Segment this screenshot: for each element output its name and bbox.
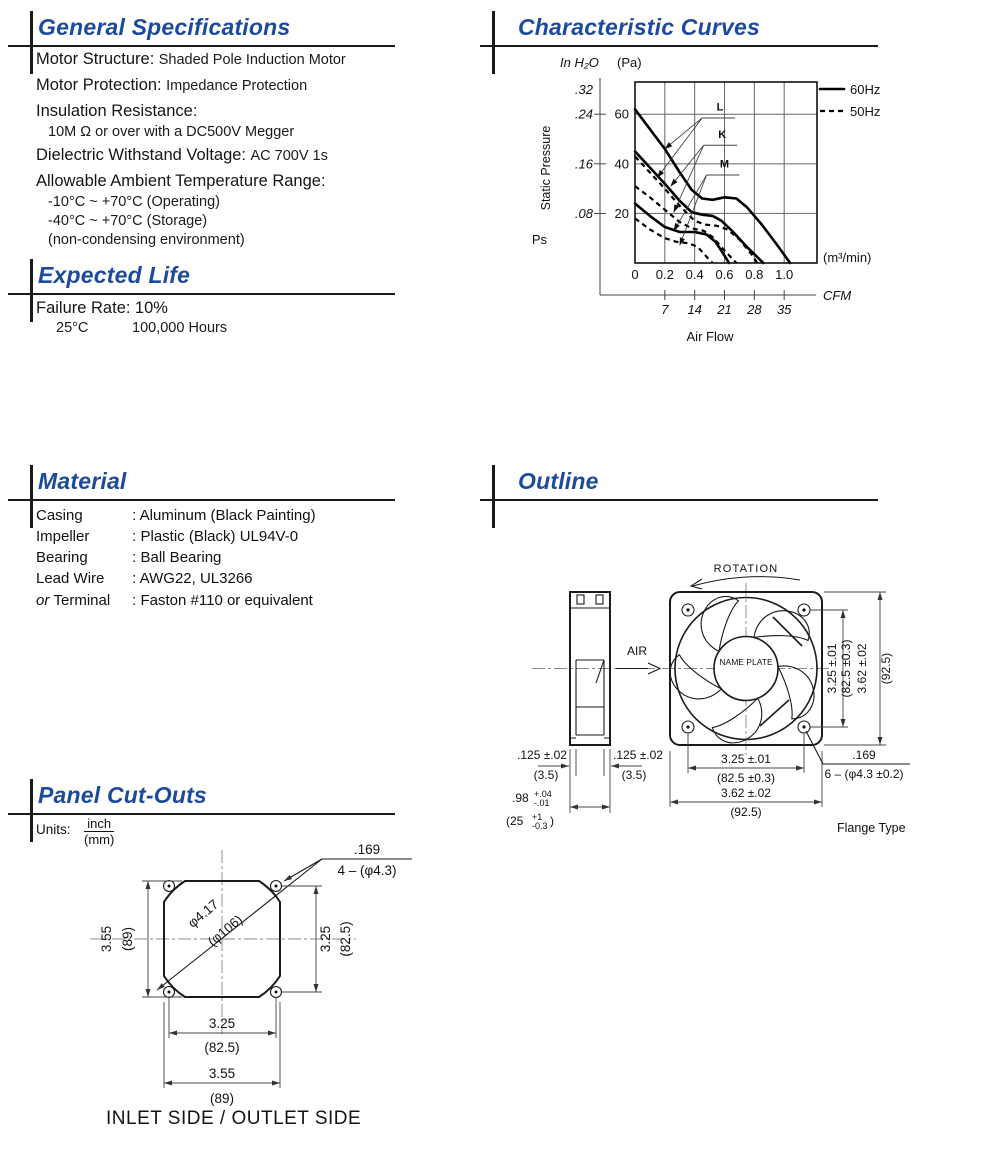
xtick-cfm: 7 [661,302,669,317]
characteristic-curves-chart [490,50,1000,350]
dia-inch-label: φ4.17 [184,896,222,931]
bar-general [30,11,33,74]
units-inch: inch [84,816,114,832]
curve-label-L: L [716,101,724,114]
units-label: Units: [36,822,71,837]
x-unit-m3min: (m³/min) [823,250,872,265]
rule-general [8,45,395,47]
dim-width-inner: 3.25 ±.01 [721,752,771,766]
dim-flange-right: .125 ±.02 [613,748,663,762]
dim-height-outer-mm: (92.5) [879,652,893,685]
rule-material [8,499,395,501]
spec-motor-protection: Motor Protection: Impedance Protection [36,76,308,94]
section-title-general: General Specifications [38,14,291,40]
spec-motor-structure: Motor Structure: Shaded Pole Induction Motor [36,50,346,68]
dim-height-inner-mm: (82.5 ±0.3) [839,639,853,698]
ytick-inh2o: .08 [574,205,593,221]
bar-outline [492,465,495,528]
rule-curves [480,45,878,47]
ylabel-static-pressure: Static Pressure [539,125,553,211]
hole-leader-line [284,859,322,881]
xtick-m3min: 1.0 [775,267,794,282]
rotation-label: ROTATION [713,563,779,575]
section-title-curves: Characteristic Curves [518,14,760,40]
xtick-m3min: 0.4 [685,267,704,282]
section-title-material: Material [38,468,127,494]
ps-label: Ps [531,232,547,247]
bar-panel [30,779,33,842]
life-temperature: 25°C [56,320,89,336]
spec-insulation-resistance: Insulation Resistance: [36,102,198,120]
dim-flange-left: .125 ±.02 [517,748,567,762]
dim-panel-bottom-inner-mm: (82.5) [204,1040,240,1055]
material-row-terminal: or Terminal : Faston #110 or equivalent [36,592,313,609]
dim-depth-tol-plus: +.04 [534,789,552,799]
y-unit-inh2o: In H₂O [560,55,599,70]
dim-width-inner-mm: (82.5 ±0.3) [717,771,775,785]
dim-depth-tol-minus: -.01 [534,798,550,808]
legend-label-50hz: 50Hz [850,104,881,119]
spec-temp-operating: -10°C ~ +70°C (Operating) [48,194,220,210]
spec-insulation-detail: 10M Ω or over with a DC500V Megger [48,124,295,140]
ytick-pa: 60 [614,106,629,122]
hole-callout-label: 6 – (φ4.3 ±0.2) [824,767,904,781]
dim-panel-left-mm: (89) [120,926,135,952]
ytick-032: .32 [574,82,593,97]
dim-flange-left-mm: (3.5) [533,768,559,782]
flange-type-label: Flange Type [837,821,906,835]
material-row-bearing: Bearing : Ball Bearing [36,549,222,566]
bar-material [30,465,33,528]
units-mm: (mm) [84,832,115,847]
dim-panel-bottom-outer-mm: (89) [209,1091,235,1106]
dim-width-outer: 3.62 ±.02 [721,786,771,800]
fan-front-view [661,591,822,753]
dim-depth-mm-plus: +1 [532,812,543,822]
dim-height-outer: 3.62 ±.02 [855,643,869,694]
callout-arrow-K [674,145,704,212]
dim-panel-right-mm: (82.5) [338,921,353,957]
xtick-cfm: 21 [717,302,732,317]
failure-rate: Failure Rate: 10% [36,299,168,317]
xlabel-air-flow: Air Flow [686,329,734,344]
dim-depth: .98 [512,791,529,805]
fan-side-view [570,592,610,745]
spec-dielectric: Dielectric Withstand Voltage: AC 700V 1s [36,146,328,164]
section-title-expected-life: Expected Life [38,262,191,288]
legend-label-60hz: 60Hz [850,82,881,97]
curve-M-50hz [635,218,713,263]
curve-M-60hz [635,204,729,264]
ytick-inh2o: .16 [574,156,593,172]
plot-dynamic-layer [575,82,817,317]
curve-label-K: K [718,128,727,141]
spec-temp-storage: -40°C ~ +70°C (Storage) [48,213,208,229]
life-hours: 100,000 Hours [132,320,228,336]
xtick-m3min: 0 [631,267,639,282]
spec-temp-note: (non-condensing environment) [48,232,245,248]
rule-expected-life [8,293,395,295]
material-row-casing: Casing : Aluminum (Black Painting) [36,507,316,524]
section-title-outline: Outline [518,468,599,494]
dim-panel-bottom-inner: 3.25 [208,1016,236,1031]
spec-ambient-temp: Allowable Ambient Temperature Range: [36,172,326,190]
xtick-m3min: 0.8 [745,267,764,282]
x-unit-cfm: CFM [823,288,852,303]
dim-depth-mm-close: ) [550,814,554,828]
outline-drawing [490,555,1000,850]
callout-arrow-L [665,118,702,149]
panel-cutout-drawing [60,842,420,1108]
panel-hole-size: .169 [353,842,381,857]
hole-size-label: .169 [852,748,876,762]
dim-height-inner: 3.25 ±.01 [825,643,839,694]
panel-hole-callout: 4 – (φ4.3) [337,863,397,878]
dim-flange-right-mm: (3.5) [621,768,647,782]
xtick-cfm: 28 [747,302,762,317]
outline-side-dimensions [506,748,663,831]
xtick-cfm: 35 [776,302,792,317]
section-title-panel: Panel Cut-Outs [38,782,207,808]
dim-panel-right: 3.25 [318,925,333,953]
material-row-impeller: Impeller : Plastic (Black) UL94V-0 [36,528,299,545]
rule-panel [8,813,395,815]
ytick-pa: 20 [614,205,629,221]
dia-mm-label: (φ106) [204,911,246,950]
curve-label-M: M [719,158,730,171]
dim-width-outer-mm: (92.5) [730,805,762,819]
ytick-pa: 40 [614,156,629,172]
dim-panel-left: 3.55 [99,925,114,953]
dim-depth-mm-minus: -0.3 [532,821,548,831]
dim-panel-bottom-outer: 3.55 [208,1066,236,1081]
rule-outline [480,499,878,501]
name-plate-label: NAME PLATE [719,657,773,667]
dim-depth-mm: (25 [506,814,524,828]
bar-expected-life [30,259,33,322]
material-row-lead-wire: Lead Wire : AWG22, UL3266 [36,570,253,587]
ytick-inh2o: .24 [574,106,593,122]
xtick-m3min: 0.2 [655,267,674,282]
rotation-arc [693,577,800,586]
inlet-outlet-caption: INLET SIDE / OUTLET SIDE [106,1108,362,1129]
plot-border [635,82,817,263]
air-label: AIR [627,644,648,658]
xtick-cfm: 14 [687,302,702,317]
y-unit-pa: (Pa) [617,55,642,70]
xtick-m3min: 0.6 [715,267,734,282]
